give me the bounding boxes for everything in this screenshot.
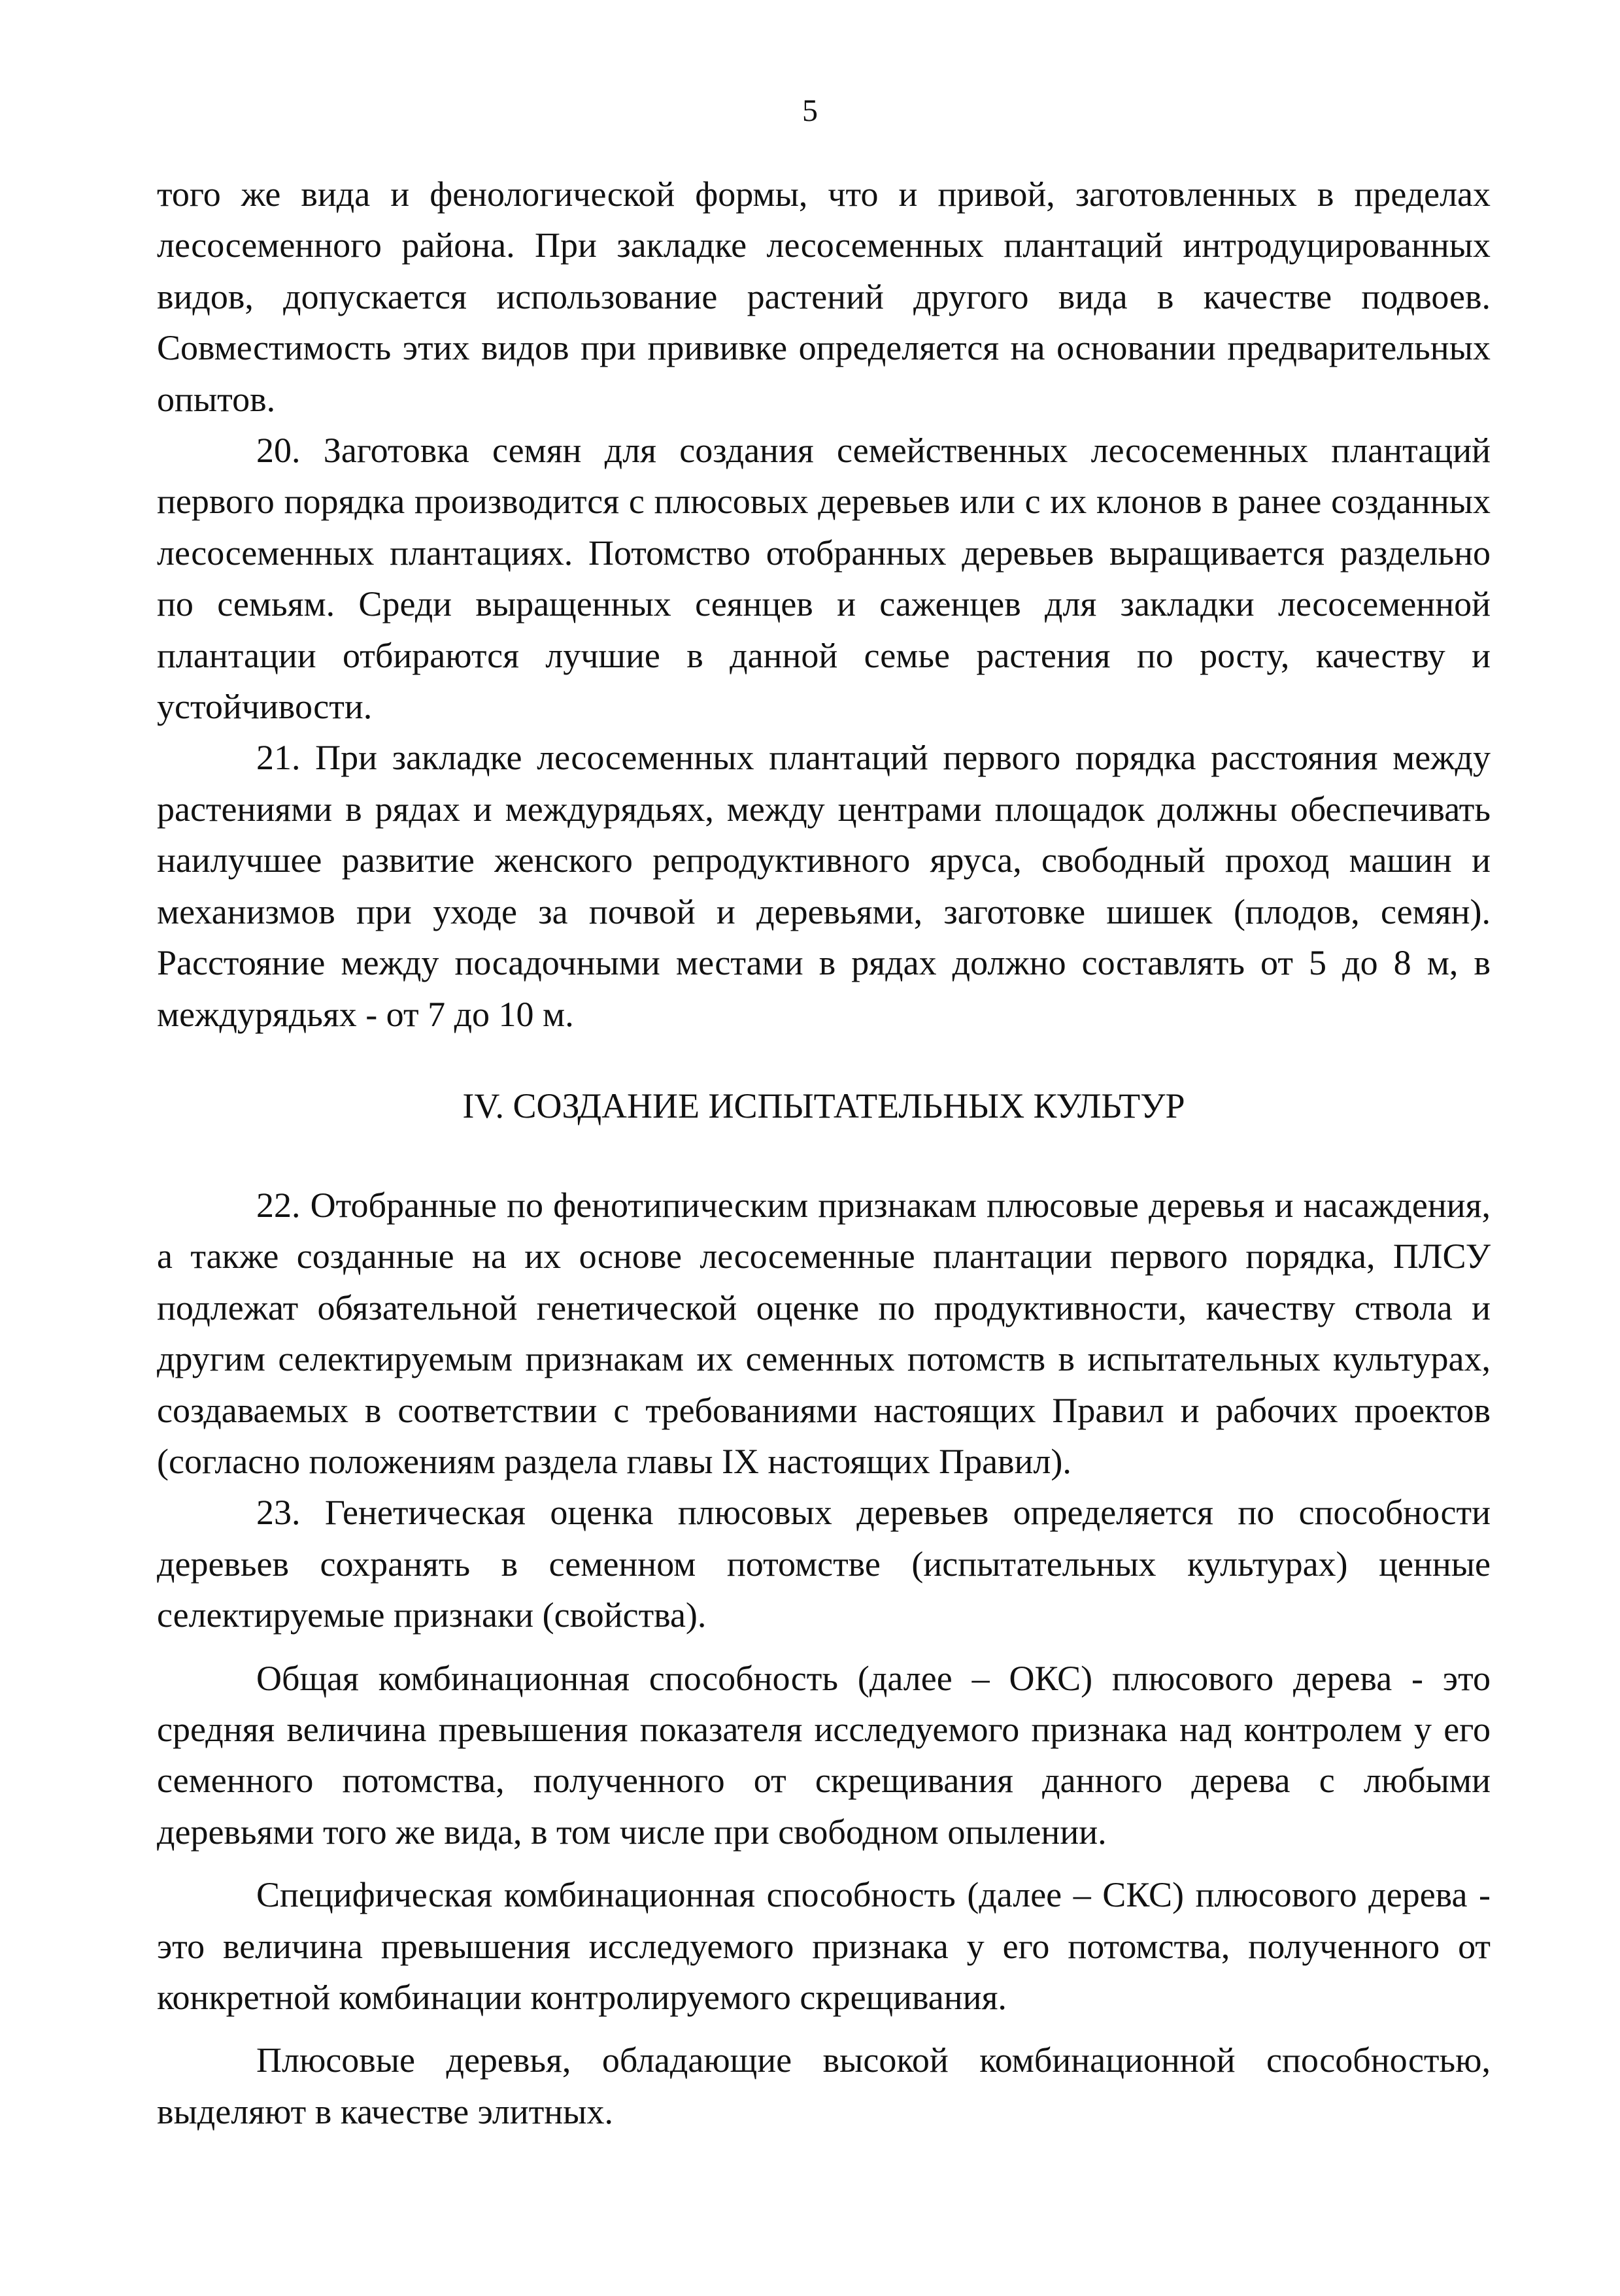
paragraph-23: 23. Генетическая оценка плюсовых деревьев определяется по способности деревьев сохранять в семенном потомстве (испытательных культурах) ценные селектируемые признаки (свойства). <box>157 1493 1491 1635</box>
paragraph-21: 21. При закладке лесосеменных плантаций первого порядка расстояния между растениями в рядах и междурядьях, между центрами площадок должны обеспечивать наилучшее развитие женского репродуктивного яруса, свободный проход машин и механизмов при уходе за почвой и деревьями, заготовке шишек (плодов, семян). Расстояние между посадочными местами в рядах должно составлять от 5 до 8 м, в междурядьях - от 7 до 10 м. <box>157 738 1491 1034</box>
section-heading-wrap <box>157 1080 1491 1131</box>
paragraph-continuation: того же вида и фенологической формы, что и привой, заготовленных в пределах лесосеменного района. При закладке лесосеменных плантаций интродуцированных видов, допускается использование растений другого вида в качестве подвоев. Совместимость этих видов при прививке определяется на основании предварительных опытов. <box>157 175 1491 419</box>
section-heading: IV. СОЗДАНИЕ ИСПЫТАТЕЛЬНЫХ КУЛЬТУР <box>462 1086 1185 1125</box>
paragraph-22: 22. Отобранные по фенотипическим признакам плюсовые деревья и насаждения, а также созданные на их основе лесосеменные плантации первого порядка, ПЛСУ подлежат обязательной генетической оценке по продуктивности, качеству ствола и другим селектируемым признакам их семенных потомств в испытательных культурах, создаваемых в соответствии с требованиями настоящих Правил и рабочих проектов (согласно положениям раздела главы IX настоящих Правил). <box>157 1185 1491 1481</box>
paragraph-20: 20. Заготовка семян для создания семейственных лесосеменных плантаций первого порядка производится с плюсовых деревьев или с их клонов в ранее созданных лесосеменных плантациях. Потомство отобранных деревьев выращивается раздельно по семьям. Среди выращенных сеянцев и саженцев для закладки лесосеменной плантации отбираются лучшие в данной семье растения по росту, качеству и устойчивости. <box>157 431 1491 727</box>
paragraph-oks-definition: Общая комбинационная способность (далее – ОКС) плюсового дерева - это средняя величина превышения показателя исследуемого признака над контролем у его семенного потомства, полученного от скрещивания данного дерева с любыми деревьями того же вида, в том числе при свободном опылении. <box>157 1658 1491 1852</box>
page-number: 5 <box>802 93 818 128</box>
paragraph-elite-trees: Плюсовые деревья, обладающие высокой комбинационной способностью, выделяют в качестве элитных. <box>157 2040 1491 2131</box>
document-body <box>157 169 1491 2137</box>
paragraph-sks-definition: Специфическая комбинационная способность (далее – СКС) плюсового дерева - это величина превышения исследуемого признака у его потомства, полученного от конкретной комбинации контролируемого скрещивания. <box>157 1875 1491 2017</box>
